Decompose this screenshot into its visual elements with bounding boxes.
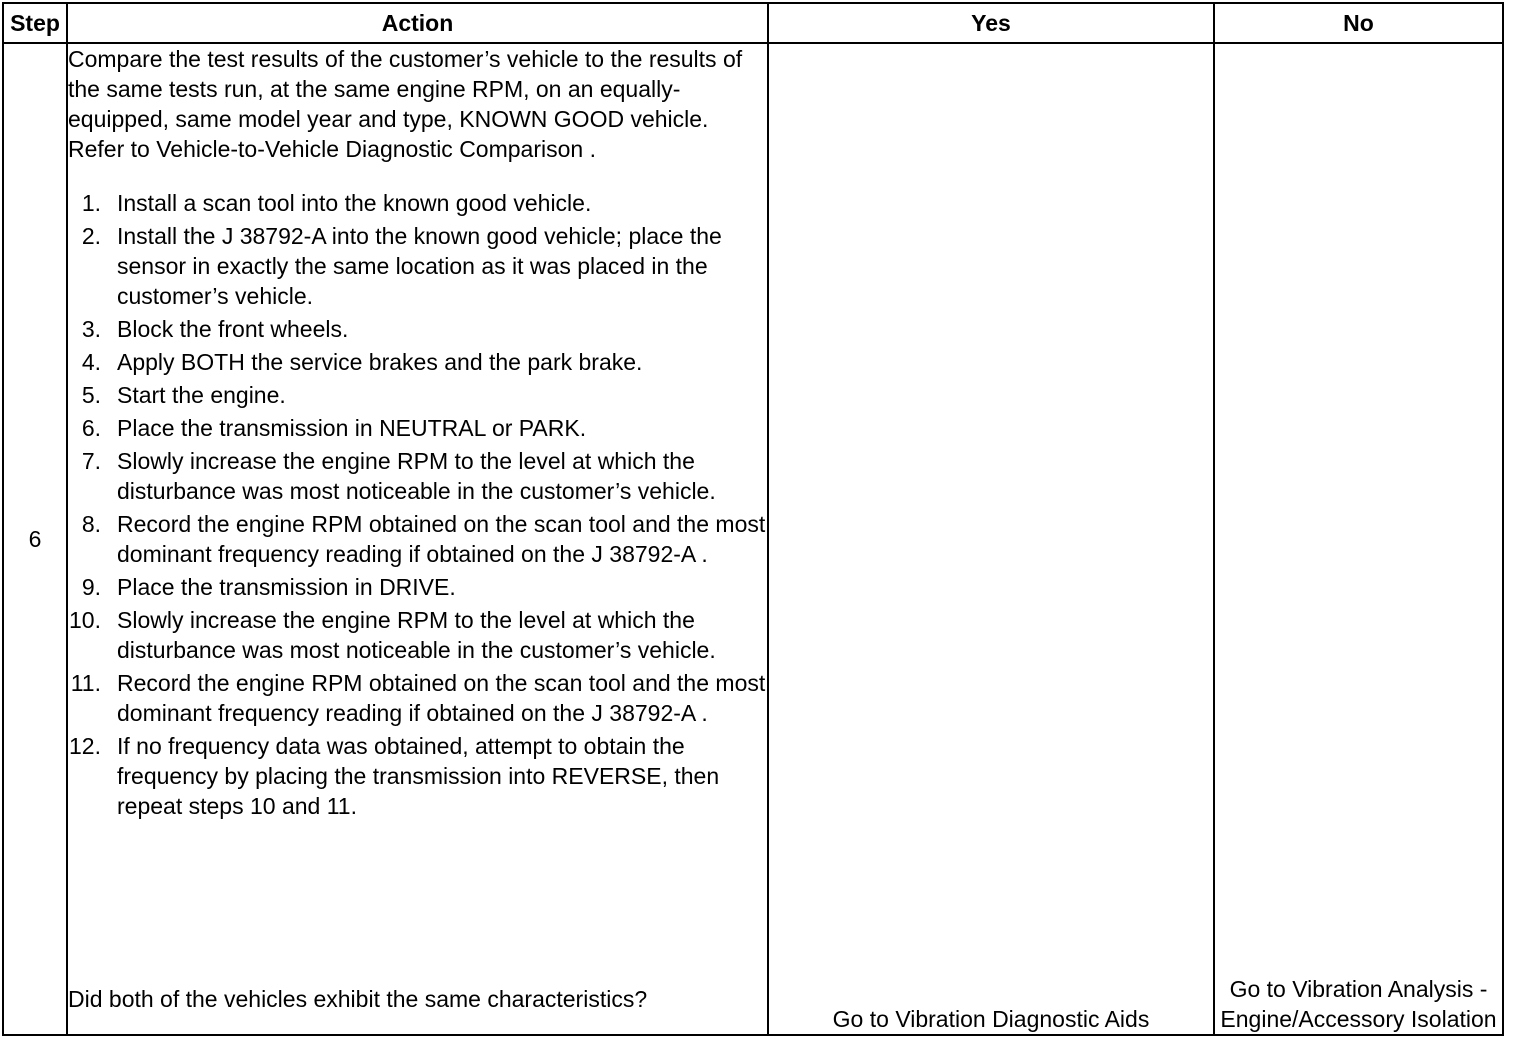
list-item [68, 668, 767, 728]
list-item [68, 347, 767, 377]
header-row [3, 3, 1503, 43]
header-no: No [1214, 3, 1503, 43]
list-item-text: Install a scan tool into the known good vehicle. [117, 190, 592, 216]
header-action: Action [67, 3, 768, 43]
list-item [68, 731, 767, 821]
list-item-text: Install the J 38792-A into the known good vehicle; place the sensor in exactly the same location as it was placed in the customer’s vehicle. [117, 223, 722, 309]
list-item-number: 5. [81, 382, 101, 408]
list-item [68, 413, 767, 443]
table-row [3, 43, 1503, 1035]
list-item [68, 221, 767, 311]
list-item [68, 380, 767, 410]
list-item-text: Slowly increase the engine RPM to the level at which the disturbance was most noticeable in the customer’s vehicle. [117, 448, 716, 504]
list-item-number: 12. [69, 733, 101, 759]
action-question: Did both of the vehicles exhibit the same characteristics? [68, 986, 648, 1012]
list-item [68, 314, 767, 344]
list-item-text: Apply BOTH the service brakes and the park brake. [117, 349, 643, 375]
list-item-text: Record the engine RPM obtained on the scan tool and the most dominant frequency reading if obtained on the J 38792-A . [117, 511, 766, 567]
list-item-text: If no frequency data was obtained, attempt to obtain the frequency by placing the transmission into REVERSE, then repeat steps 10 and 11. [117, 733, 720, 819]
list-item-number: 9. [81, 574, 101, 600]
list-item-number: 7. [81, 448, 101, 474]
action-intro: Compare the test results of the customer’s vehicle to the results of the same tests run, at the same engine RPM, on an equally-equipped, same model year and type, KNOWN GOOD vehicle. Refer to Vehicle-to-Vehicle Diagnostic Comparison . [68, 46, 743, 162]
diagnostic-table [2, 2, 1504, 1036]
action-cell [67, 43, 768, 1035]
step-number: 6 [3, 43, 67, 1035]
header-yes: Yes [768, 3, 1214, 43]
procedure-list [68, 188, 767, 824]
list-item-text: Block the front wheels. [117, 316, 349, 342]
list-item-number: 3. [81, 316, 101, 342]
list-item-number: 6. [81, 415, 101, 441]
list-item-number: 4. [81, 349, 101, 375]
list-item-text: Start the engine. [117, 382, 286, 408]
list-item [68, 605, 767, 665]
list-item-number: 1. [81, 190, 101, 216]
list-item-number: 11. [70, 670, 101, 696]
list-item [68, 509, 767, 569]
list-item-number: 2. [81, 223, 101, 249]
list-item [68, 188, 767, 218]
list-item-text: Record the engine RPM obtained on the scan tool and the most dominant frequency reading if obtained on the J 38792-A . [117, 670, 766, 726]
list-item [68, 446, 767, 506]
list-item-number: 8. [81, 511, 101, 537]
no-result: Go to Vibration Analysis - Engine/Accessory Isolation [1214, 43, 1503, 1035]
yes-result: Go to Vibration Diagnostic Aids [768, 43, 1214, 1035]
list-item-text: Place the transmission in DRIVE. [117, 574, 456, 600]
header-step: Step [3, 3, 67, 43]
list-item [68, 572, 767, 602]
list-item-text: Slowly increase the engine RPM to the level at which the disturbance was most noticeable in the customer’s vehicle. [117, 607, 716, 663]
list-item-text: Place the transmission in NEUTRAL or PARK. [117, 415, 587, 441]
list-item-number: 10. [69, 607, 101, 633]
